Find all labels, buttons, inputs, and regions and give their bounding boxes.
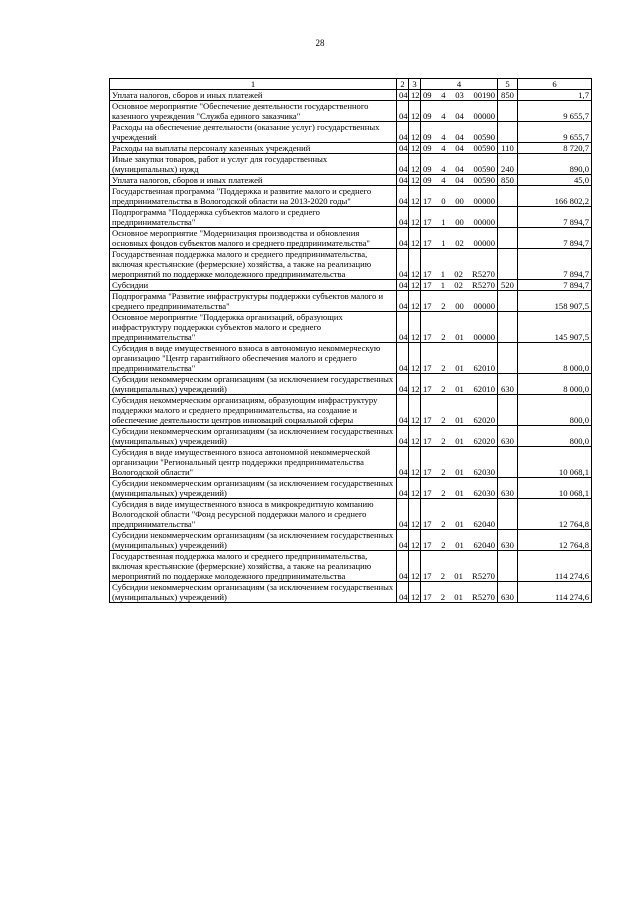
code-part: 1 bbox=[441, 238, 446, 248]
target-article-parts bbox=[423, 269, 495, 279]
code-part: R5270 bbox=[472, 269, 495, 279]
expense-type-code: 630 bbox=[498, 426, 518, 447]
subsection-code: 12 bbox=[409, 154, 421, 175]
amount: 12 764,8 bbox=[518, 499, 592, 530]
code-part: 00000 bbox=[473, 332, 495, 342]
table-row bbox=[110, 551, 592, 582]
target-article-code bbox=[421, 122, 498, 143]
target-article-code bbox=[421, 530, 498, 551]
row-name: Субсидии некоммерческим организациям (за исключением государственных (муниципальных) учреждений) bbox=[110, 478, 397, 499]
code-part: 62020 bbox=[473, 436, 495, 446]
subsection-code: 12 bbox=[409, 249, 421, 280]
target-article-code bbox=[421, 426, 498, 447]
code-part: 2 bbox=[440, 592, 446, 602]
target-article-code bbox=[421, 207, 498, 228]
expense-type-code: 630 bbox=[498, 374, 518, 395]
amount: 166 802,2 bbox=[518, 186, 592, 207]
section-code: 04 bbox=[397, 426, 409, 447]
target-article-parts bbox=[423, 571, 495, 581]
amount: 800,0 bbox=[518, 395, 592, 426]
code-part: 03 bbox=[455, 90, 464, 100]
code-part: 00 bbox=[455, 196, 464, 206]
target-article-parts bbox=[423, 540, 495, 550]
amount: 9 655,7 bbox=[518, 122, 592, 143]
code-part: 01 bbox=[455, 384, 464, 394]
code-part: 1 bbox=[440, 269, 446, 279]
target-article-parts bbox=[423, 175, 495, 185]
table-row bbox=[110, 395, 592, 426]
section-code: 04 bbox=[397, 582, 409, 603]
amount: 1,7 bbox=[518, 90, 592, 101]
code-part: 01 bbox=[455, 540, 464, 550]
row-name: Государственная поддержка малого и среднего предпринимательства, включая крестьянские (фермерские) хозяйства, а также на реализацию мероприятий по поддержке молодежного предпринимательства bbox=[110, 551, 397, 582]
row-name: Основное мероприятие "Поддержка организаций, образующих инфраструктуру поддержки субъектов малого и среднего предпринимательства" bbox=[110, 312, 397, 343]
code-part: 2 bbox=[441, 415, 446, 425]
amount: 158 907,5 bbox=[518, 291, 592, 312]
expense-type-code: 110 bbox=[498, 143, 518, 154]
amount: 890,0 bbox=[518, 154, 592, 175]
expense-type-code: 520 bbox=[498, 280, 518, 291]
target-article-code bbox=[421, 101, 498, 122]
target-article-parts bbox=[423, 132, 495, 142]
amount: 8 720,7 bbox=[518, 143, 592, 154]
target-article-code bbox=[421, 551, 498, 582]
expense-type-code: 850 bbox=[498, 90, 518, 101]
table-row bbox=[110, 101, 592, 122]
code-part: 17 bbox=[423, 571, 432, 581]
code-part: 62040 bbox=[473, 540, 495, 550]
amount: 114 274,6 bbox=[518, 582, 592, 603]
table-row bbox=[110, 122, 592, 143]
target-article-code bbox=[421, 499, 498, 530]
amount: 7 894,7 bbox=[518, 249, 592, 280]
code-part: 17 bbox=[423, 540, 432, 550]
section-code: 04 bbox=[397, 175, 409, 186]
section-code: 04 bbox=[397, 207, 409, 228]
page-number: 28 bbox=[315, 38, 325, 48]
section-code: 04 bbox=[397, 228, 409, 249]
code-part: 17 bbox=[423, 280, 432, 290]
subsection-code: 12 bbox=[409, 530, 421, 551]
row-name: Иные закупки товаров, работ и услуг для государственных (муниципальных) нужд bbox=[110, 154, 397, 175]
target-article-code bbox=[421, 90, 498, 101]
subsection-code: 12 bbox=[409, 582, 421, 603]
amount: 10 068,1 bbox=[518, 447, 592, 478]
amount: 8 000,0 bbox=[518, 374, 592, 395]
section-code: 04 bbox=[397, 343, 409, 374]
table-row bbox=[110, 582, 592, 603]
section-code: 04 bbox=[397, 280, 409, 291]
budget-table bbox=[109, 78, 592, 603]
code-part: 4 bbox=[441, 132, 446, 142]
target-article-parts bbox=[423, 164, 495, 174]
amount: 7 894,7 bbox=[518, 280, 592, 291]
expense-type-code bbox=[498, 207, 518, 228]
amount: 145 907,5 bbox=[518, 312, 592, 343]
code-part: 04 bbox=[455, 175, 464, 185]
table-row bbox=[110, 530, 592, 551]
code-part: 17 bbox=[423, 217, 432, 227]
expense-type-code bbox=[498, 122, 518, 143]
code-part: 09 bbox=[423, 143, 432, 153]
target-article-code bbox=[421, 395, 498, 426]
table-row bbox=[110, 143, 592, 154]
row-name: Субсидии bbox=[110, 280, 397, 291]
section-code: 04 bbox=[397, 499, 409, 530]
table-row bbox=[110, 280, 592, 291]
code-part: 62030 bbox=[473, 467, 495, 477]
expense-type-code bbox=[498, 447, 518, 478]
code-part: 17 bbox=[423, 488, 432, 498]
code-part: 04 bbox=[455, 111, 464, 121]
subsection-code: 12 bbox=[409, 228, 421, 249]
subsection-code: 12 bbox=[409, 175, 421, 186]
code-part: 09 bbox=[423, 132, 432, 142]
row-name: Уплата налогов, сборов и иных платежей bbox=[110, 90, 397, 101]
table-row bbox=[110, 90, 592, 101]
code-part: 01 bbox=[455, 519, 464, 529]
code-part: 00590 bbox=[473, 164, 495, 174]
section-code: 04 bbox=[397, 551, 409, 582]
subsection-code: 12 bbox=[409, 207, 421, 228]
table-row bbox=[110, 175, 592, 186]
code-part: R5270 bbox=[472, 571, 495, 581]
target-article-code bbox=[421, 343, 498, 374]
target-article-parts bbox=[423, 196, 495, 206]
code-part: 1 bbox=[440, 280, 446, 290]
subsection-code: 12 bbox=[409, 499, 421, 530]
expense-type-code: 630 bbox=[498, 582, 518, 603]
code-part: 2 bbox=[441, 540, 446, 550]
amount: 10 068,1 bbox=[518, 478, 592, 499]
target-article-code bbox=[421, 228, 498, 249]
section-code: 04 bbox=[397, 154, 409, 175]
code-part: 4 bbox=[441, 164, 446, 174]
table-row bbox=[110, 499, 592, 530]
code-part: 17 bbox=[423, 592, 432, 602]
target-article-code bbox=[421, 175, 498, 186]
code-part: 00000 bbox=[473, 301, 495, 311]
expense-type-code: 630 bbox=[498, 530, 518, 551]
code-part: 01 bbox=[455, 488, 464, 498]
code-part: 17 bbox=[423, 415, 432, 425]
target-article-parts bbox=[423, 280, 495, 290]
code-part: 04 bbox=[455, 164, 464, 174]
code-part: 02 bbox=[455, 238, 464, 248]
row-name: Субсидия в виде имущественного взноса в автономную некоммерческую организацию "Центр гарантийного обеспечения малого и среднего предпринимательства" bbox=[110, 343, 397, 374]
target-article-parts bbox=[423, 143, 495, 153]
code-part: 04 bbox=[455, 143, 464, 153]
code-part: 17 bbox=[423, 269, 432, 279]
code-part: R5270 bbox=[472, 280, 495, 290]
code-part: 09 bbox=[423, 90, 432, 100]
table-row bbox=[110, 447, 592, 478]
row-name: Основное мероприятие "Модернизация производства и обновления основных фондов субъектов малого и среднего предпринимательства" bbox=[110, 228, 397, 249]
subsection-code: 12 bbox=[409, 101, 421, 122]
table-row bbox=[110, 426, 592, 447]
code-part: 17 bbox=[423, 301, 432, 311]
code-part: 02 bbox=[454, 280, 463, 290]
subsection-code: 12 bbox=[409, 280, 421, 291]
row-name: Государственная поддержка малого и среднего предпринимательства, включая крестьянские (фермерские) хозяйства, а также на реализацию мероприятий по поддержке молодежного предпринимательства bbox=[110, 249, 397, 280]
target-article-parts bbox=[423, 415, 495, 425]
table-row bbox=[110, 249, 592, 280]
code-part: 0 bbox=[441, 196, 446, 206]
row-name: Субсидии некоммерческим организациям (за исключением государственных (муниципальных) учреждений) bbox=[110, 426, 397, 447]
target-article-code bbox=[421, 374, 498, 395]
table-row bbox=[110, 154, 592, 175]
target-article-parts bbox=[423, 363, 495, 373]
table-row bbox=[110, 478, 592, 499]
code-part: 01 bbox=[455, 332, 464, 342]
code-part: 62030 bbox=[473, 488, 495, 498]
target-article-parts bbox=[423, 467, 495, 477]
code-part: 02 bbox=[454, 269, 463, 279]
code-part: 1 bbox=[441, 217, 446, 227]
amount: 12 764,8 bbox=[518, 530, 592, 551]
amount: 9 655,7 bbox=[518, 101, 592, 122]
code-part: 2 bbox=[440, 571, 446, 581]
section-code: 04 bbox=[397, 291, 409, 312]
subsection-code: 12 bbox=[409, 90, 421, 101]
code-part: 01 bbox=[454, 571, 463, 581]
expense-type-code bbox=[498, 551, 518, 582]
code-part: 09 bbox=[423, 175, 432, 185]
amount: 114 274,6 bbox=[518, 551, 592, 582]
code-part: 01 bbox=[455, 436, 464, 446]
code-part: 4 bbox=[441, 90, 446, 100]
section-code: 04 bbox=[397, 312, 409, 343]
expense-type-code bbox=[498, 343, 518, 374]
amount: 45,0 bbox=[518, 175, 592, 186]
row-name: Основное мероприятие "Обеспечение деятельности государственного казенного учреждения "Служба единого заказчика" bbox=[110, 101, 397, 122]
header-cell: 5 bbox=[498, 79, 518, 90]
expense-type-code: 850 bbox=[498, 175, 518, 186]
row-name: Субсидия некоммерческим организациям, образующим инфраструктуру поддержки малого и среднего предпринимательства, на создание и обеспечение деятельности центров инноваций социальной сферы bbox=[110, 395, 397, 426]
subsection-code: 12 bbox=[409, 312, 421, 343]
code-part: 2 bbox=[441, 488, 446, 498]
section-code: 04 bbox=[397, 374, 409, 395]
target-article-code bbox=[421, 447, 498, 478]
expense-type-code bbox=[498, 291, 518, 312]
subsection-code: 12 bbox=[409, 395, 421, 426]
code-part: 2 bbox=[441, 384, 446, 394]
code-part: 00 bbox=[455, 301, 464, 311]
target-article-code bbox=[421, 478, 498, 499]
code-part: 00590 bbox=[473, 143, 495, 153]
code-part: 17 bbox=[423, 332, 432, 342]
target-article-parts bbox=[423, 217, 495, 227]
code-part: 00190 bbox=[473, 90, 495, 100]
code-part: 17 bbox=[423, 238, 432, 248]
subsection-code: 12 bbox=[409, 447, 421, 478]
code-part: 17 bbox=[423, 519, 432, 529]
code-part: 2 bbox=[441, 519, 446, 529]
table-row bbox=[110, 291, 592, 312]
target-article-parts bbox=[423, 238, 495, 248]
row-name: Расходы на выплаты персоналу казенных учреждений bbox=[110, 143, 397, 154]
row-name: Уплата налогов, сборов и иных платежей bbox=[110, 175, 397, 186]
expense-type-code bbox=[498, 101, 518, 122]
code-part: 4 bbox=[441, 175, 446, 185]
table-row bbox=[110, 228, 592, 249]
target-article-code bbox=[421, 186, 498, 207]
expense-type-code bbox=[498, 186, 518, 207]
code-part: 2 bbox=[441, 363, 446, 373]
target-article-code bbox=[421, 312, 498, 343]
code-part: 2 bbox=[441, 436, 446, 446]
code-part: 09 bbox=[423, 111, 432, 121]
code-part: 01 bbox=[455, 467, 464, 477]
code-part: 00000 bbox=[473, 196, 495, 206]
table-header-row bbox=[110, 79, 592, 90]
section-code: 04 bbox=[397, 478, 409, 499]
table-row bbox=[110, 343, 592, 374]
section-code: 04 bbox=[397, 447, 409, 478]
row-name: Субсидии некоммерческим организациям (за исключением государственных (муниципальных) учреждений) bbox=[110, 582, 397, 603]
code-part: 62010 bbox=[473, 384, 495, 394]
code-part: 00000 bbox=[473, 238, 495, 248]
code-part: 09 bbox=[423, 164, 432, 174]
target-article-code bbox=[421, 249, 498, 280]
code-part: 17 bbox=[423, 363, 432, 373]
subsection-code: 12 bbox=[409, 122, 421, 143]
target-article-parts bbox=[423, 301, 495, 311]
code-part: 2 bbox=[441, 467, 446, 477]
code-part: 01 bbox=[455, 415, 464, 425]
row-name: Государственная программа "Поддержка и развитие малого и среднего предпринимательства в Вологодской области на 2013-2020 годы" bbox=[110, 186, 397, 207]
row-name: Субсидия в виде имущественного взноса автономной некоммерческой организации "Региональный центр поддержки предпринимательства Вологодской области" bbox=[110, 447, 397, 478]
target-article-parts bbox=[423, 592, 495, 602]
code-part: 2 bbox=[441, 332, 446, 342]
expense-type-code bbox=[498, 249, 518, 280]
target-article-parts bbox=[423, 111, 495, 121]
expense-type-code bbox=[498, 395, 518, 426]
code-part: 4 bbox=[441, 111, 446, 121]
subsection-code: 12 bbox=[409, 186, 421, 207]
code-part: 62010 bbox=[473, 363, 495, 373]
table-row bbox=[110, 312, 592, 343]
subsection-code: 12 bbox=[409, 374, 421, 395]
expense-type-code: 240 bbox=[498, 154, 518, 175]
code-part: 62040 bbox=[473, 519, 495, 529]
section-code: 04 bbox=[397, 143, 409, 154]
target-article-code bbox=[421, 291, 498, 312]
code-part: 2 bbox=[441, 301, 446, 311]
code-part: 00000 bbox=[473, 111, 495, 121]
expense-type-code bbox=[498, 228, 518, 249]
table-row bbox=[110, 207, 592, 228]
row-name: Субсидии некоммерческим организациям (за исключением государственных (муниципальных) учреждений) bbox=[110, 530, 397, 551]
code-part: 17 bbox=[423, 384, 432, 394]
section-code: 04 bbox=[397, 530, 409, 551]
target-article-code bbox=[421, 143, 498, 154]
target-article-parts bbox=[423, 488, 495, 498]
code-part: 17 bbox=[423, 196, 432, 206]
header-cell: 4 bbox=[421, 79, 498, 90]
expense-type-code: 630 bbox=[498, 478, 518, 499]
expense-type-code bbox=[498, 499, 518, 530]
subsection-code: 12 bbox=[409, 291, 421, 312]
target-article-parts bbox=[423, 90, 495, 100]
subsection-code: 12 bbox=[409, 426, 421, 447]
section-code: 04 bbox=[397, 101, 409, 122]
code-part: 00590 bbox=[473, 175, 495, 185]
target-article-parts bbox=[423, 519, 495, 529]
code-part: 00590 bbox=[473, 132, 495, 142]
code-part: 62020 bbox=[473, 415, 495, 425]
table-row bbox=[110, 186, 592, 207]
amount: 7 894,7 bbox=[518, 207, 592, 228]
row-name: Подпрограмма "Поддержка субъектов малого и среднего предпринимательства" bbox=[110, 207, 397, 228]
section-code: 04 bbox=[397, 186, 409, 207]
table-row bbox=[110, 374, 592, 395]
target-article-parts bbox=[423, 332, 495, 342]
section-code: 04 bbox=[397, 122, 409, 143]
subsection-code: 12 bbox=[409, 478, 421, 499]
code-part: 04 bbox=[455, 132, 464, 142]
amount: 800,0 bbox=[518, 426, 592, 447]
header-cell: 1 bbox=[110, 79, 397, 90]
subsection-code: 12 bbox=[409, 343, 421, 374]
target-article-code bbox=[421, 582, 498, 603]
header-cell: 6 bbox=[518, 79, 592, 90]
code-part: 00 bbox=[455, 217, 464, 227]
code-part: 17 bbox=[423, 467, 432, 477]
expense-type-code bbox=[498, 312, 518, 343]
row-name: Субсидии некоммерческим организациям (за исключением государственных (муниципальных) учреждений) bbox=[110, 374, 397, 395]
code-part: 01 bbox=[454, 592, 463, 602]
section-code: 04 bbox=[397, 90, 409, 101]
code-part: 17 bbox=[423, 436, 432, 446]
code-part: R5270 bbox=[472, 592, 495, 602]
section-code: 04 bbox=[397, 395, 409, 426]
target-article-code bbox=[421, 280, 498, 291]
row-name: Расходы на обеспечение деятельности (оказание услуг) государственных учреждений bbox=[110, 122, 397, 143]
subsection-code: 12 bbox=[409, 143, 421, 154]
amount: 8 000,0 bbox=[518, 343, 592, 374]
row-name: Субсидия в виде имущественного взноса в микрокредитную компанию Вологодской области "Фонд ресурсной поддержки малого и среднего предпринимательства" bbox=[110, 499, 397, 530]
code-part: 01 bbox=[455, 363, 464, 373]
target-article-code bbox=[421, 154, 498, 175]
amount: 7 894,7 bbox=[518, 228, 592, 249]
header-cell: 3 bbox=[409, 79, 421, 90]
code-part: 00000 bbox=[473, 217, 495, 227]
subsection-code: 12 bbox=[409, 551, 421, 582]
code-part: 4 bbox=[441, 143, 446, 153]
section-code: 04 bbox=[397, 249, 409, 280]
target-article-parts bbox=[423, 384, 495, 394]
header-cell: 2 bbox=[397, 79, 409, 90]
target-article-parts bbox=[423, 436, 495, 446]
row-name: Подпрограмма "Развитие инфраструктуры поддержки субъектов малого и среднего предпринимательства" bbox=[110, 291, 397, 312]
